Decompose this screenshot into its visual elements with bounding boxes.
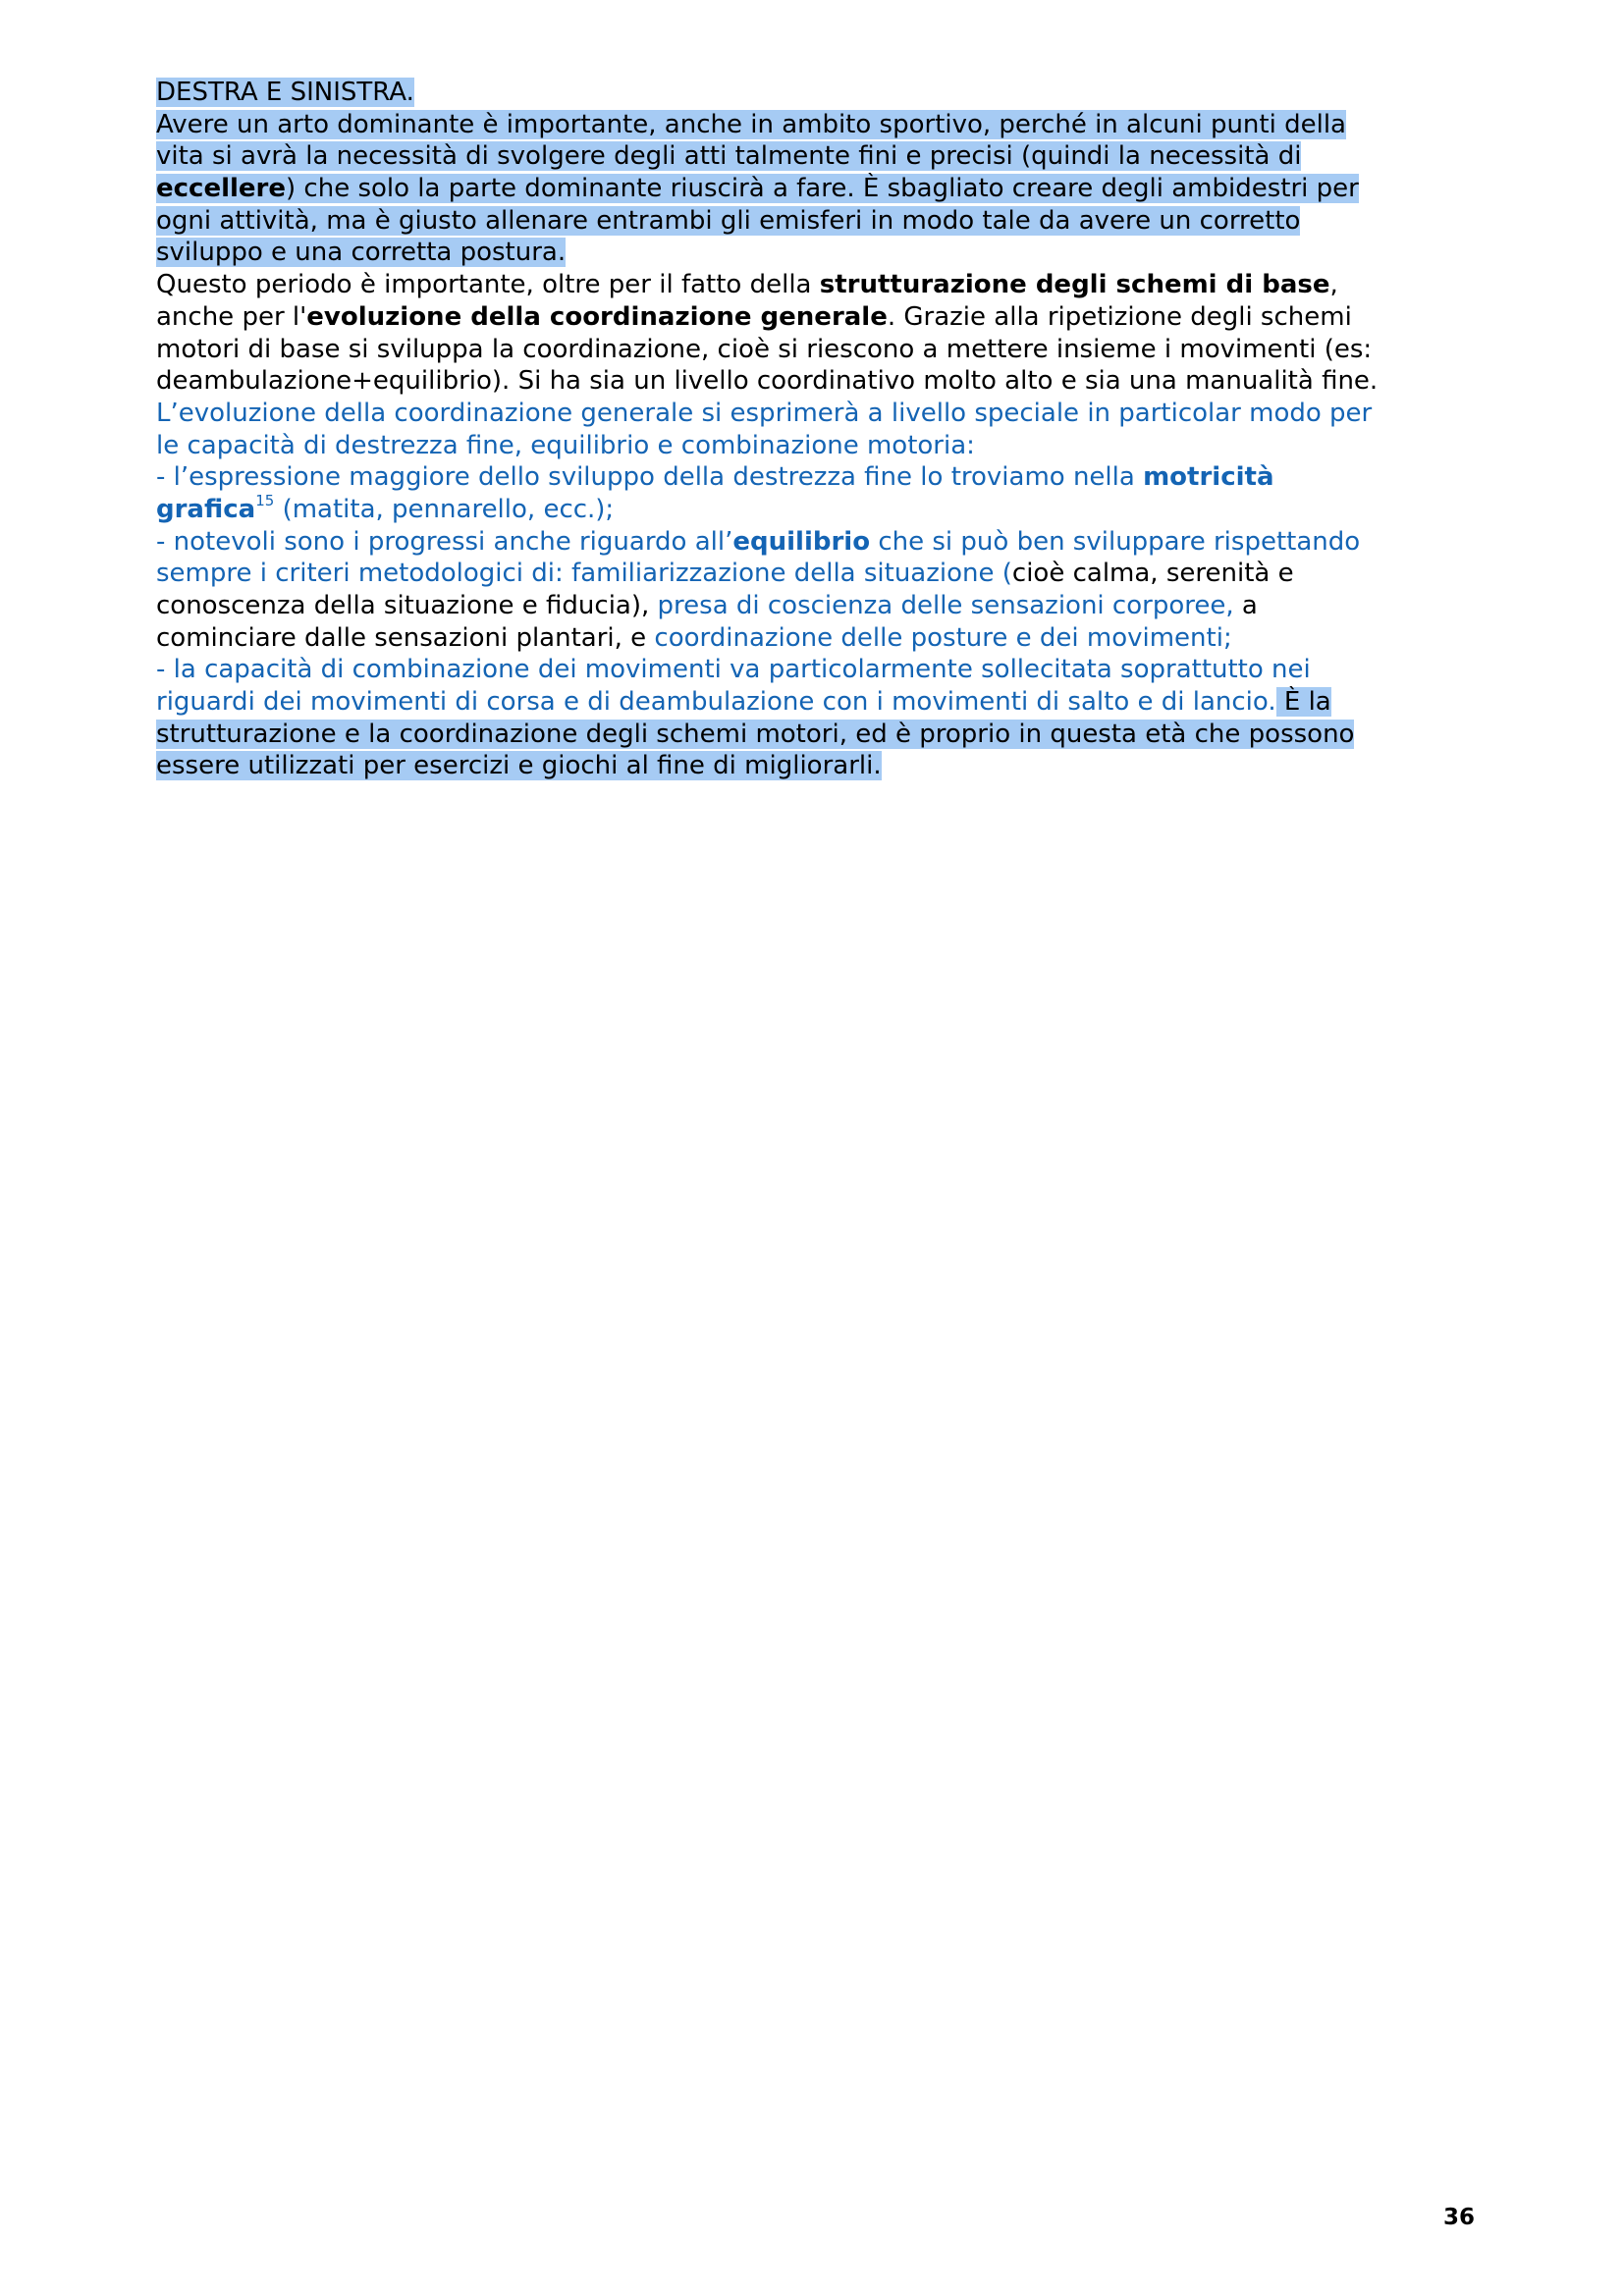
blue-text-run: - notevoli sono i progressi anche riguardo all’ bbox=[156, 526, 733, 557]
blue-text-run: presa di coscienza delle sensazioni corporee, bbox=[657, 591, 1234, 620]
text-line bbox=[156, 398, 1491, 430]
bold-term: equilibrio bbox=[732, 526, 871, 557]
bold-term-eccellere: eccellere bbox=[156, 174, 287, 204]
text-line bbox=[156, 590, 1491, 622]
text-line bbox=[156, 622, 1491, 655]
text-line bbox=[156, 237, 1491, 269]
highlighted-text: essere utilizzati per esercizi e giochi al fine di migliorarli. bbox=[156, 751, 882, 781]
text-line bbox=[156, 461, 1491, 494]
text-line bbox=[156, 109, 1491, 141]
text-run: cioè calma, serenità e bbox=[1011, 559, 1294, 589]
text-run: Questo periodo è importante, oltre per il fatto della bbox=[156, 270, 820, 300]
text-line bbox=[156, 558, 1491, 590]
text-line bbox=[156, 334, 1491, 366]
text-line bbox=[156, 140, 1491, 173]
text-line bbox=[156, 205, 1491, 238]
text-run: , bbox=[1329, 270, 1338, 300]
body-text bbox=[156, 77, 1491, 782]
text-line bbox=[156, 654, 1491, 686]
text-line bbox=[156, 365, 1491, 398]
text-line bbox=[156, 269, 1491, 301]
text-run: anche per l' bbox=[156, 301, 307, 332]
highlighted-text: È la bbox=[1275, 687, 1331, 718]
text-line bbox=[156, 526, 1491, 559]
text-line bbox=[156, 686, 1491, 719]
blue-text-run: riguardi dei movimenti di corsa e di deambulazione con i movimenti di salto e di lancio. bbox=[156, 687, 1276, 718]
blue-text-run: (matita, pennarello, ecc.); bbox=[274, 494, 615, 524]
text-run: deambulazione+equilibrio). Si ha sia un livello coordinativo molto alto e sia una manualità fine. bbox=[156, 366, 1379, 397]
footnote-reference: 15 bbox=[255, 491, 275, 509]
bold-term: motricità bbox=[1143, 462, 1274, 493]
highlighted-text bbox=[156, 174, 1359, 203]
blue-text-run: sempre i criteri metodologici di: familiarizzazione della situazione ( bbox=[156, 559, 1012, 589]
page-number: 36 bbox=[1443, 2205, 1476, 2230]
text-line bbox=[156, 301, 1491, 334]
highlighted-text: strutturazione e la coordinazione degli schemi motori, ed è proprio in questa età che possono bbox=[156, 719, 1355, 749]
text-line bbox=[156, 750, 1491, 782]
text-line bbox=[156, 173, 1491, 205]
blue-text-run: - la capacità di combinazione dei movimenti va particolarmente sollecitata soprattutto nei bbox=[156, 655, 1311, 685]
text-run: a bbox=[1233, 591, 1258, 620]
text-line bbox=[156, 430, 1491, 462]
bold-term: grafica bbox=[156, 494, 256, 524]
text-run: cominciare dalle sensazioni plantari, e bbox=[156, 622, 655, 653]
blue-text-run: L’evoluzione della coordinazione generale si esprimerà a livello speciale in particolar modo per bbox=[156, 398, 1373, 428]
text-run: . Grazie alla ripetizione degli schemi bbox=[887, 301, 1352, 332]
highlighted-text: Avere un arto dominante è importante, anche in ambito sportivo, perché in alcuni punti della bbox=[156, 109, 1346, 139]
text-run: ) che solo la parte dominante riuscirà a fare. È sbagliato creare degli ambidestri per bbox=[286, 174, 1359, 204]
highlighted-text: sviluppo e una corretta postura. bbox=[156, 238, 567, 268]
blue-text-run: coordinazione delle posture e dei movimenti; bbox=[654, 622, 1232, 653]
blue-text-run: che si può ben sviluppare rispettando bbox=[870, 526, 1361, 557]
blue-text-run: - l’espressione maggiore dello sviluppo della destrezza fine lo troviamo nella bbox=[156, 462, 1144, 493]
text-line bbox=[156, 77, 1491, 109]
text-run: motori di base si sviluppa la coordinazione, cioè si riescono a mettere insieme i movimenti (es: bbox=[156, 334, 1373, 364]
blue-text-run: le capacità di destrezza fine, equilibrio e combinazione motoria: bbox=[156, 430, 975, 460]
highlighted-text: vita si avrà la necessità di svolgere degli atti talmente fini e precisi (quindi la necessità di bbox=[156, 141, 1302, 172]
text-line bbox=[156, 719, 1491, 751]
text-run: conoscenza della situazione e fiducia), bbox=[156, 591, 658, 620]
bold-term: strutturazione degli schemi di base bbox=[819, 270, 1330, 300]
highlighted-text: ogni attività, ma è giusto allenare entrambi gli emisferi in modo tale da avere un corretto bbox=[156, 205, 1301, 236]
text-line bbox=[156, 491, 1491, 526]
bold-term: evoluzione della coordinazione generale bbox=[306, 301, 888, 332]
heading-destra-sinistra: DESTRA E SINISTRA. bbox=[156, 78, 414, 107]
